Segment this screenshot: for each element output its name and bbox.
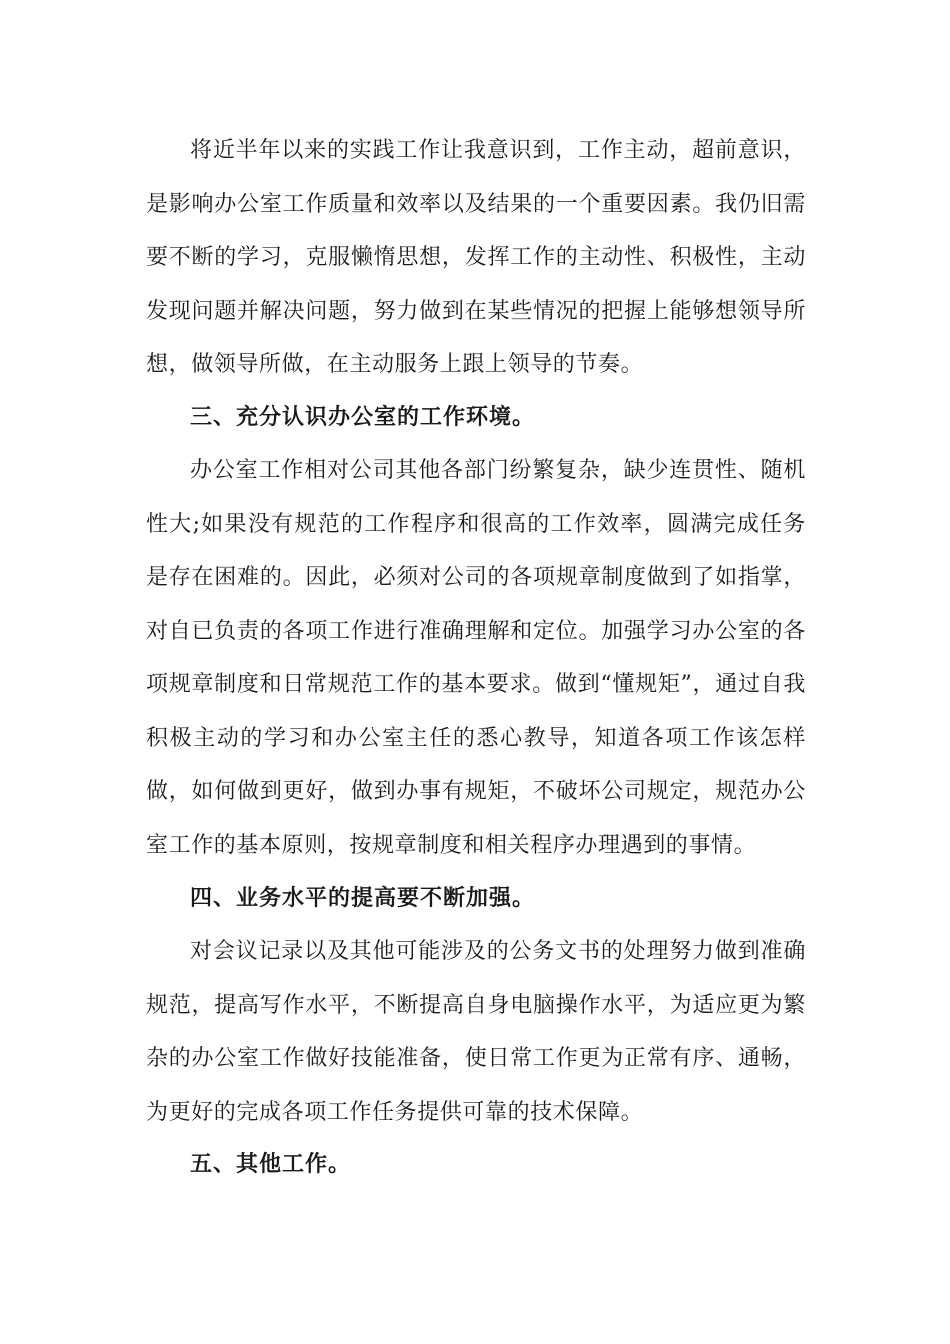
- section-heading-5: 五、其他工作。: [190, 1151, 352, 1177]
- section-heading-3: 三、充分认识办公室的工作环境。: [190, 404, 536, 430]
- paragraph-business-skills: 对会议记录以及其他可能涉及的公务文书的处理努力做到准确规范，提高写作水平，不断提高自身电脑操作水平，为适应更为繁杂的办公室工作做好技能准备，使日常工作更为正常有序、通畅，为更好的完成各项工作任务提供可靠的技术保障。: [146, 939, 806, 1125]
- paragraph-office-environment: 办公室工作相对公司其他各部门纷繁复杂，缺少连贯性、随机性大;如果没有规范的工作程序和很高的工作效率，圆满完成任务是存在困难的。因此，必须对公司的各项规章制度做到了如指掌，对自已负责的各项工作进行准确理解和定位。加强学习办公室的各项规章制度和日常规范工作的基本要求。做到“懂规矩”，通过自我积极主动的学习和办公室主任的悉心教导，知道各项工作该怎样做，如何做到更好，做到办事有规矩，不破坏公司规定，规范办公室工作的基本原则，按规章制度和相关程序办理遇到的事情。: [146, 458, 806, 858]
- paragraph-initiative: 将近半年以来的实践工作让我意识到，工作主动，超前意识，是影响办公室工作质量和效率以及结果的一个重要因素。我仍旧需要不断的学习，克服懒惰思想，发挥工作的主动性、积极性，主动发现问题并解决问题，努力做到在某些情况的把握上能够想领导所想，做领导所做，在主动服务上跟上领导的节奏。: [146, 138, 806, 377]
- section-heading-4: 四、业务水平的提高要不断加强。: [190, 885, 536, 911]
